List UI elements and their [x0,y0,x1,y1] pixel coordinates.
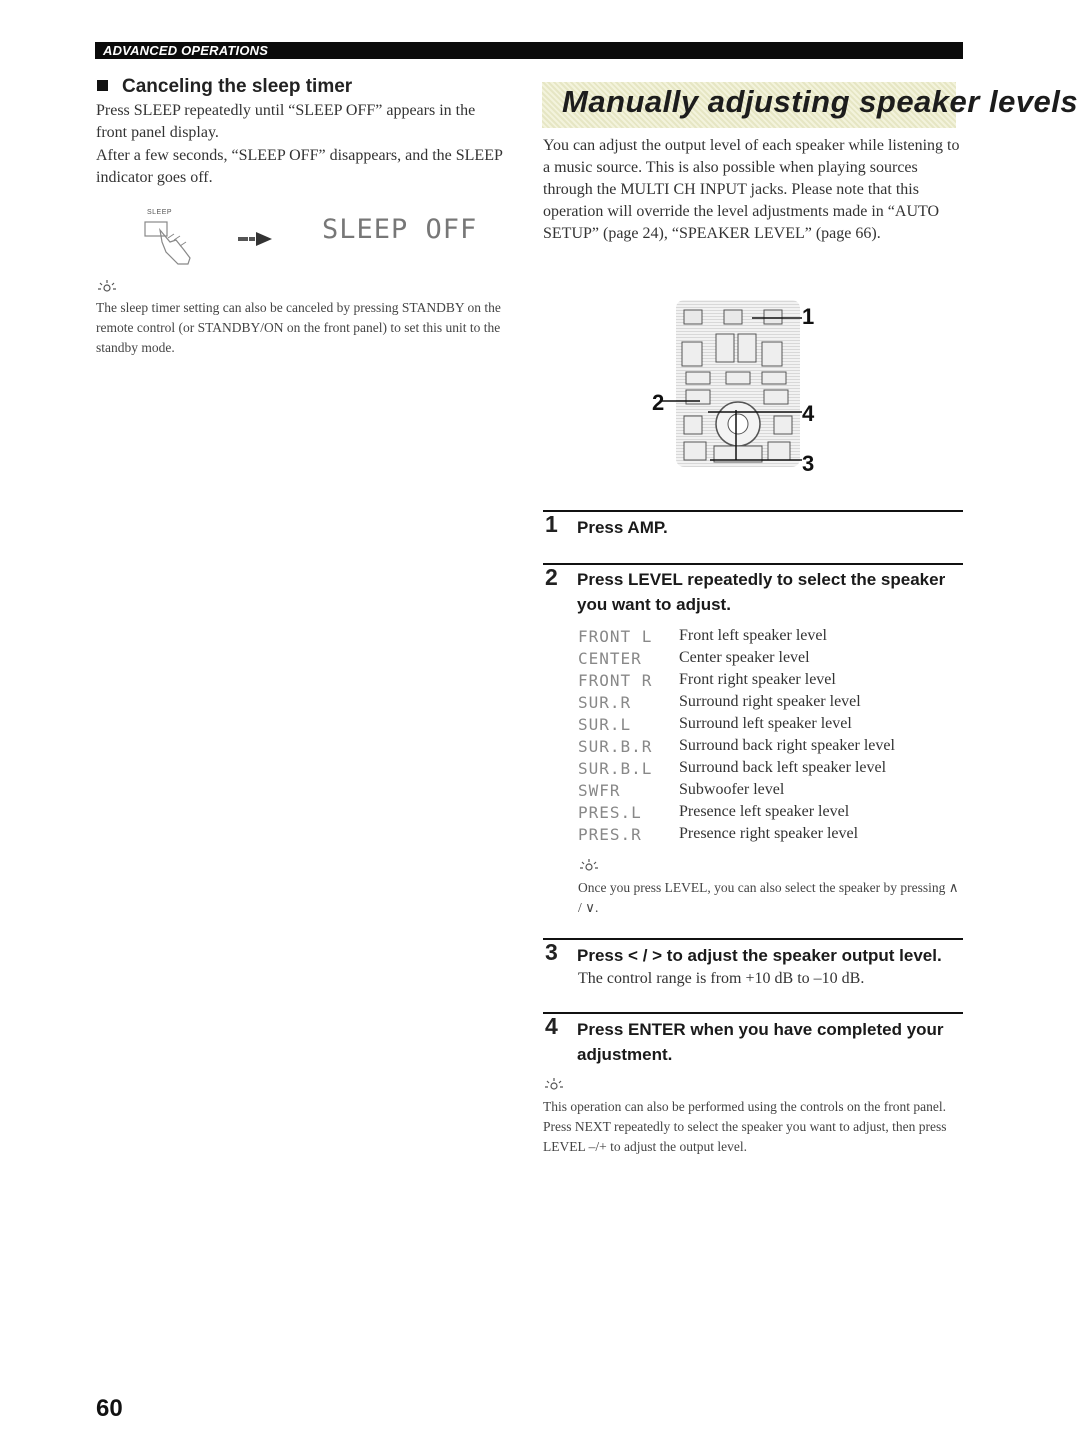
step-4-rule [543,1012,963,1014]
page-number: 60 [96,1395,123,1422]
callout-2: 2 [652,390,665,415]
step-1-number: 1 [545,511,558,537]
callout-4: 4 [802,401,815,426]
tip-icon [96,279,118,295]
step-3-number: 3 [545,939,558,965]
step-2-text: Press LEVEL repeatedly to select the speaker you want to adjust. [577,570,946,614]
sleep-para-1: Press SLEEP repeatedly until “SLEEP OFF” appears in the front panel display. [96,102,476,141]
callout-1: 1 [802,304,815,329]
step-1-rule [543,510,963,512]
tip-icon [543,1077,565,1093]
sleep-button-label: SLEEP [147,209,173,216]
step-3-detail: The control range is from +10 dB to –10 dB. [578,970,865,987]
step-3-rule [543,938,963,940]
section-header-bar [95,42,963,59]
step-2-rule [543,563,963,565]
step-2-number: 2 [545,564,558,590]
step-4-number: 4 [545,1013,558,1039]
sleep-off-display: SLEEP OFF [322,214,478,245]
callout-3: 3 [802,451,815,476]
sleep-note: The sleep timer setting can also be canceled by pressing STANDBY on the remote control (or STANDBY/ON on the front panel) to set this unit to the standby mode. [96,300,501,355]
section-title-banner [542,82,1078,128]
step-1-text: Press AMP. [577,518,668,537]
sleep-heading: Canceling the sleep timer [97,76,352,98]
step-4-tip: This operation can also be performed using the controls on the front panel. Press NEXT repeatedly to select the speaker you want to adjust, then press LEVEL –/+ to adjust the output level. [543,1099,947,1154]
hand-press-icon [140,218,210,268]
section-title: Manually adjusting speaker levels [562,84,1078,119]
bullet-square-icon [97,80,108,91]
step-3-text: Press < / > to adjust the speaker output level. [577,946,942,965]
arrow-right-icon [238,232,272,246]
sleep-para-2: After a few seconds, “SLEEP OFF” disappears, and the SLEEP indicator goes off. [96,147,503,186]
intro-text: You can adjust the output level of each speaker while listening to a music source. This is also possible when playing sources through the MULTI CH INPUT jacks. Please note that this operation will override the level adjustments made in “AUTO SETUP” (page 24), “SPEAKER LEVEL” (page 66). [543,137,960,242]
step-2-tip: Once you press LEVEL, you can also select the speaker by pressing ∧ / ∨. [578,880,959,915]
callout-lines [660,300,810,480]
section-label: ADVANCED OPERATIONS [103,43,269,58]
tip-icon [578,858,600,874]
step-4-text: Press ENTER when you have completed your adjustment. [577,1020,944,1064]
